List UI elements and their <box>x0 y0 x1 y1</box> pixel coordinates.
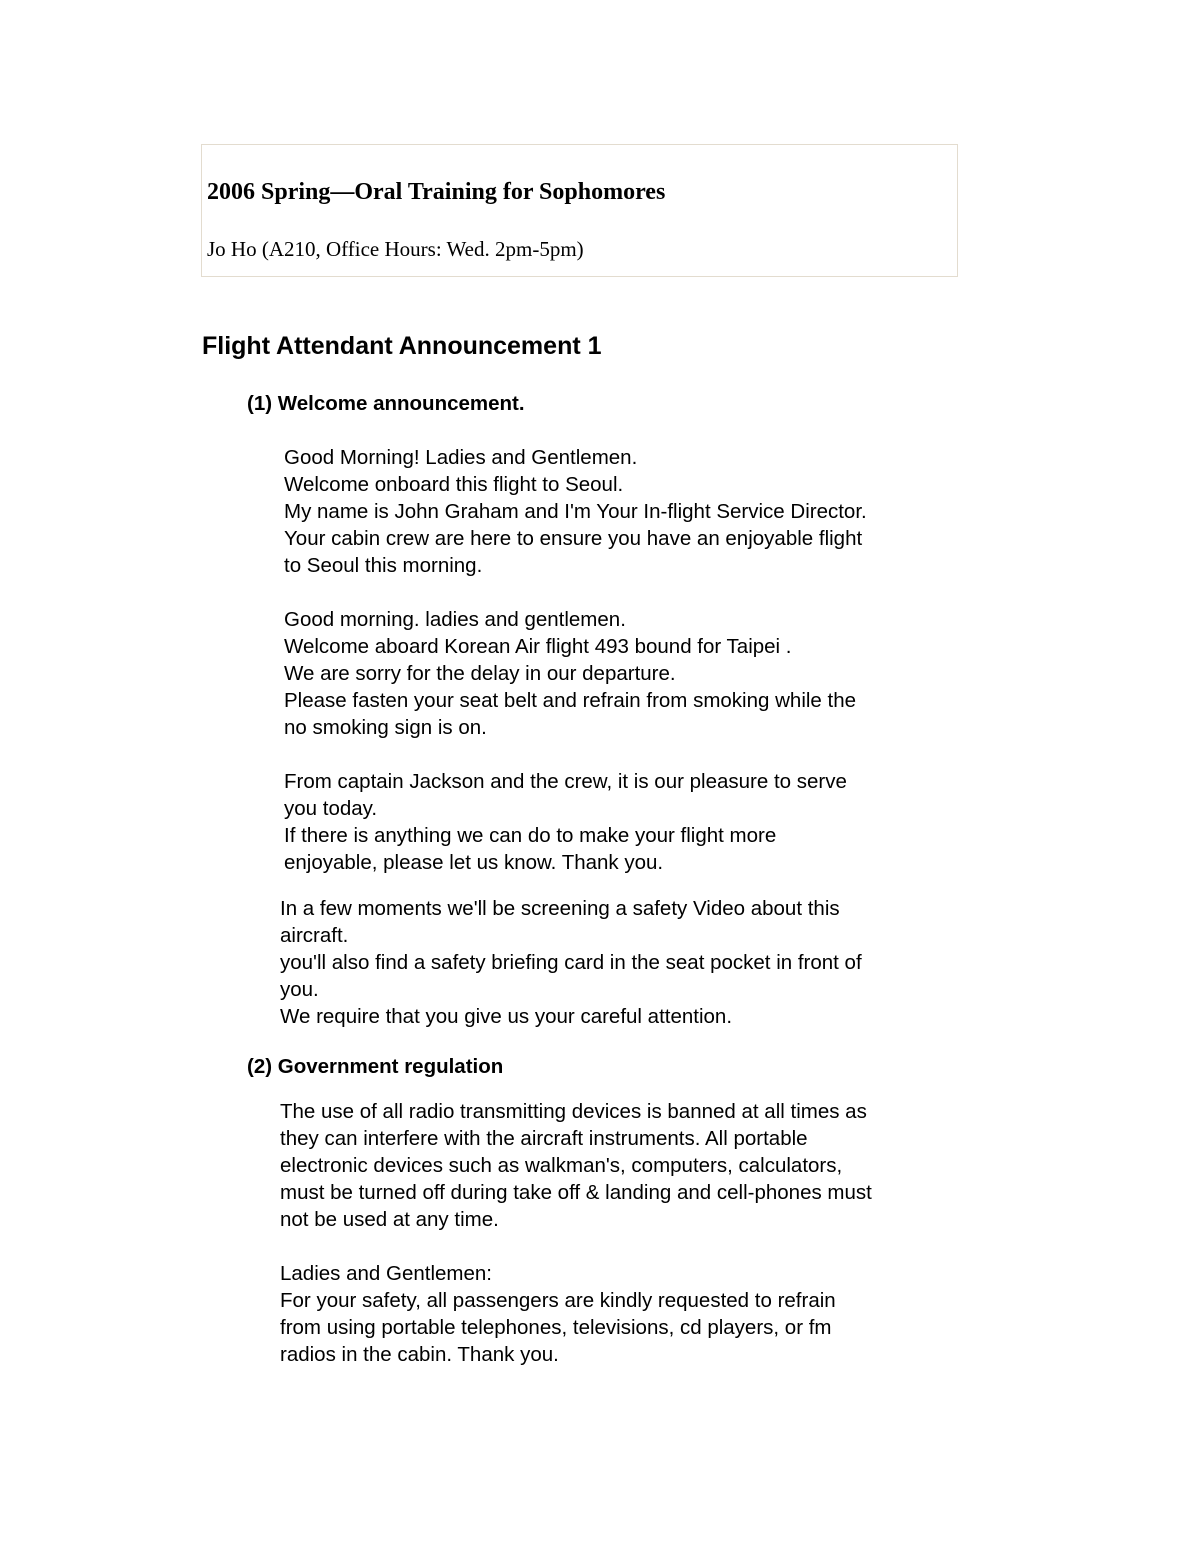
paragraph-line: Welcome aboard Korean Air flight 493 bound for Taipei . <box>284 635 792 658</box>
paragraph-line: From captain Jackson and the crew, it is our pleasure to serve <box>284 770 847 793</box>
document-title: Flight Attendant Announcement 1 <box>202 332 602 360</box>
paragraph-line: We are sorry for the delay in our departure. <box>284 662 676 685</box>
instructor-info: Jo Ho (A210, Office Hours: Wed. 2pm-5pm) <box>207 237 584 261</box>
paragraph-line: Good morning. ladies and gentlemen. <box>284 608 626 631</box>
paragraph-line: Ladies and Gentlemen: <box>280 1262 492 1285</box>
paragraph-line: My name is John Graham and I'm Your In-flight Service Director. <box>284 500 867 523</box>
paragraph-line: The use of all radio transmitting devices is banned at all times as <box>280 1100 867 1123</box>
paragraph-line: you today. <box>284 797 378 820</box>
section-heading-welcome: (1) Welcome announcement. <box>247 392 525 415</box>
course-title: 2006 Spring—Oral Training for Sophomores <box>207 179 666 205</box>
paragraph-regulation-2 <box>280 1260 836 1368</box>
paragraph-line: radios in the cabin. Thank you. <box>280 1343 559 1366</box>
paragraph-line: to Seoul this morning. <box>284 554 483 577</box>
paragraph-line: you. <box>280 978 319 1001</box>
paragraph-line: Please fasten your seat belt and refrain from smoking while the <box>284 689 857 712</box>
paragraph-line: We require that you give us your careful attention. <box>280 1005 733 1028</box>
paragraph-line: electronic devices such as walkman's, computers, calculators, <box>280 1154 843 1177</box>
section-heading-government-regulation: (2) Government regulation <box>247 1055 504 1078</box>
paragraph-welcome-3 <box>284 768 847 876</box>
paragraph-line: enjoyable, please let us know. Thank you. <box>284 851 664 874</box>
paragraph-regulation-1 <box>280 1098 872 1233</box>
paragraph-line: Good Morning! Ladies and Gentlemen. <box>284 446 638 469</box>
paragraph-line: In a few moments we'll be screening a safety Video about this <box>280 897 840 920</box>
paragraph-line: Your cabin crew are here to ensure you have an enjoyable flight <box>284 527 863 550</box>
paragraph-line: must be turned off during take off & landing and cell-phones must <box>280 1181 872 1204</box>
paragraph-line: not be used at any time. <box>280 1208 499 1231</box>
paragraph-line: For your safety, all passengers are kindly requested to refrain <box>280 1289 836 1312</box>
course-header-box <box>201 144 958 277</box>
paragraph-line: you'll also find a safety briefing card in the seat pocket in front of <box>280 951 862 974</box>
paragraph-line: aircraft. <box>280 924 349 947</box>
paragraph-welcome-2 <box>284 606 856 741</box>
paragraph-line: If there is anything we can do to make your flight more <box>284 824 777 847</box>
paragraph-line: Welcome onboard this flight to Seoul. <box>284 473 624 496</box>
paragraph-welcome-4 <box>280 895 862 1030</box>
paragraph-line: no smoking sign is on. <box>284 716 487 739</box>
paragraph-welcome-1 <box>284 444 867 579</box>
paragraph-line: they can interfere with the aircraft instruments. All portable <box>280 1127 808 1150</box>
paragraph-line: from using portable telephones, televisions, cd players, or fm <box>280 1316 832 1339</box>
